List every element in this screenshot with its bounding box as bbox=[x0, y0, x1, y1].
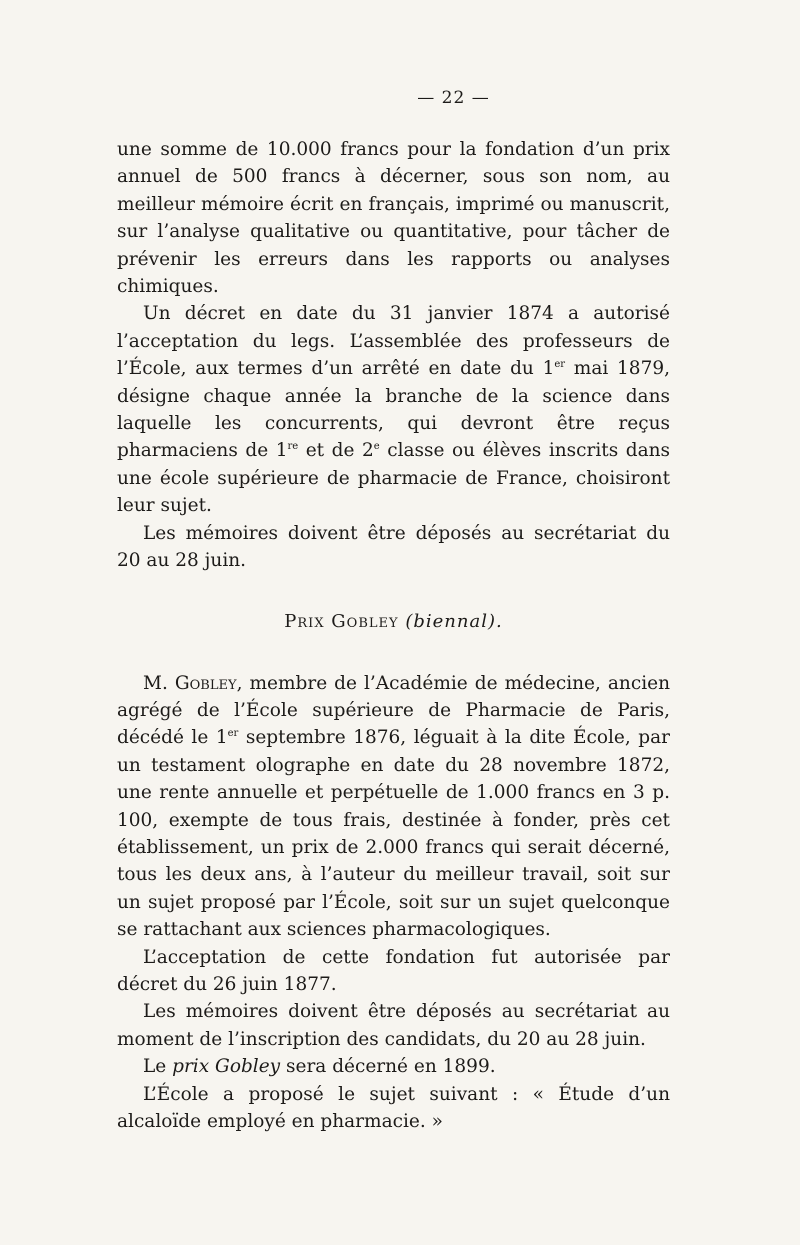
award-text-2: sera décerné en 1899. bbox=[280, 1056, 496, 1078]
decree-text-3: et de 2 bbox=[298, 440, 374, 462]
subject-paragraph: L’École a proposé le sujet suivant : « Étude d’un alcaloïde employé en pharmacie. » bbox=[117, 1083, 670, 1132]
document-page bbox=[117, 88, 670, 1135]
section-title-name: Prix Gobley bbox=[284, 610, 399, 632]
page-number: — 22 — bbox=[417, 88, 490, 108]
decree-paragraph bbox=[117, 300, 670, 519]
deposit-paragraph: Les mémoires doivent être déposés au secrétariat du 20 au 28 juin. bbox=[117, 522, 670, 572]
gobley-text-1: , membre de l’Académie de médecine, ancien agrégé de l’École supérieure de Pharmacie de Paris, décédé le 1 bbox=[117, 672, 670, 749]
decree-text-1: Un décret en date du 31 janvier 1874 a autorisé l’acceptation du legs. L’assemblée des professeurs de l’École, aux termes d’un arrêté en date du 1 bbox=[117, 303, 670, 380]
deposit-paragraph-2: Les mémoires doivent être déposés au secrétariat au moment de l’inscription des candidats, du 20 au 28 juin. bbox=[117, 1001, 670, 1050]
superscript-er: er bbox=[554, 359, 566, 371]
acceptance-paragraph: L’acceptation de cette fondation fut autorisée par décret du 26 juin 1877. bbox=[117, 946, 670, 995]
gobley-name: Gobley bbox=[174, 672, 237, 694]
section-title-qualifier: (biennal). bbox=[405, 610, 503, 632]
superscript-re: re bbox=[287, 441, 299, 453]
award-paragraph bbox=[117, 1053, 670, 1080]
gobley-paragraph bbox=[117, 670, 670, 944]
gobley-text-2: septembre 1876, léguait à la dite École, par un testament olographe en date du 28 novembre 1872, une rente annuelle et perpétuelle de 1.000 francs en 3 p. 100, exempte de tous frais, destinée à fonder, près cet établissement, un prix de 2.000 francs qui serait décerné, tous les deux ans, à l’auteur du meilleur travail, soit sur un sujet proposé par l’École, soit sur un sujet quelconque se rattachant aux sciences pharmacologiques. bbox=[117, 727, 670, 941]
superscript-er-2: er bbox=[227, 728, 239, 740]
intro-paragraph: une somme de 10.000 francs pour la fondation d’un prix annuel de 500 francs à décerner, sous son nom, au meilleur mémoire écrit en français, imprimé ou manuscrit, sur l’analyse qualitative ou quantitative, pour tâcher de prévenir les erreurs dans les rapports ou analyses chimiques. bbox=[117, 139, 670, 298]
decree-text-4: classe ou élèves inscrits dans une école supérieure de pharmacie de France, choisiront leur sujet. bbox=[117, 440, 671, 517]
award-text-1: Le bbox=[143, 1056, 173, 1078]
award-prize-name: prix Gobley bbox=[172, 1056, 281, 1078]
superscript-e: e bbox=[373, 441, 380, 453]
gobley-text-start: M. bbox=[143, 672, 175, 694]
decree-text-2: mai 1879, désigne chaque année la branche de la science dans laquelle les concurrents, qui devront être reçus pharmaciens de 1 bbox=[117, 358, 670, 462]
section-title bbox=[117, 611, 670, 632]
